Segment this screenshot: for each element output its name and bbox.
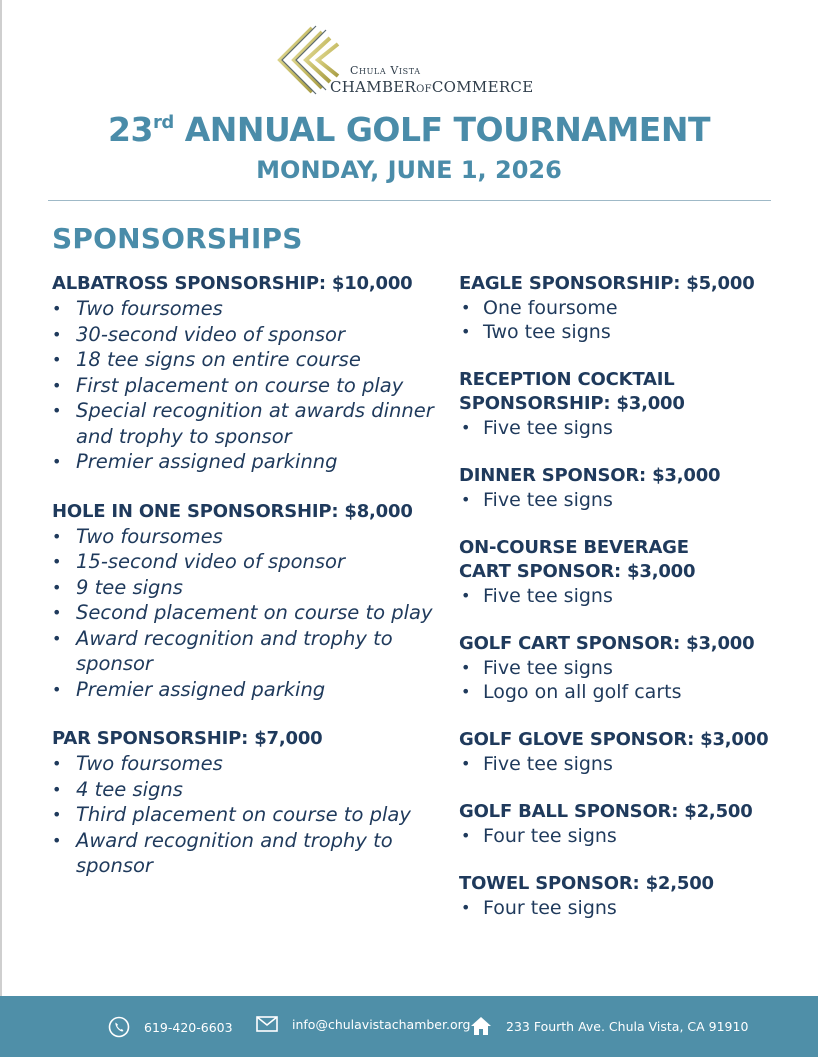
sponsor-name: ALBATROSS SPONSORSHIP: $10,000 xyxy=(52,273,413,294)
list-item: • Four tee signs xyxy=(459,896,789,920)
sponsor-column-right xyxy=(459,272,789,920)
list-item: • Premier assigned parking xyxy=(52,677,442,703)
sponsor-hole-in-one xyxy=(52,500,442,703)
benefit-list xyxy=(459,896,789,920)
sponsor-name: RECEPTION COCKTAIL xyxy=(459,369,675,390)
contact-footer xyxy=(0,996,818,1057)
sponsor-par xyxy=(52,727,442,879)
envelope-icon xyxy=(256,1016,278,1032)
sponsor-name: DINNER SPONSOR: $3,000 xyxy=(459,465,721,486)
sponsor-reception-cocktail xyxy=(459,368,789,440)
sponsor-name: HOLE IN ONE SPONSORSHIP: $8,000 xyxy=(52,500,413,522)
logo-city-text: Chula Vista xyxy=(350,64,421,77)
footer-phone-text: 619-420-6603 xyxy=(144,1019,233,1035)
event-date: MONDAY, JUNE 1, 2026 xyxy=(256,156,562,184)
sponsor-name: EAGLE SPONSORSHIP: $5,000 xyxy=(459,273,755,294)
list-item: • 4 tee signs xyxy=(52,777,442,803)
list-item: • Award recognition and trophy to sponsor xyxy=(52,828,442,879)
list-item: • Five tee signs xyxy=(459,488,789,512)
sponsor-name: TOWEL SPONSOR: $2,500 xyxy=(459,873,714,894)
list-item: • Five tee signs xyxy=(459,752,789,776)
sponsor-golf-cart xyxy=(459,632,789,704)
list-item: • Third placement on course to play xyxy=(52,802,442,828)
benefit-list xyxy=(459,824,789,848)
sponsor-name: GOLF CART SPONSOR: $3,000 xyxy=(459,633,755,654)
logo-chamber-text: CHAMBEROFCOMMERCE xyxy=(330,78,534,96)
sponsor-golf-ball xyxy=(459,800,789,848)
list-item: • Five tee signs xyxy=(459,656,789,680)
sponsor-name: GOLF GLOVE SPONSOR: $3,000 xyxy=(459,729,769,750)
list-item: • Award recognition and trophy to sponsor xyxy=(52,626,442,677)
benefit-list xyxy=(459,296,789,344)
benefit-list xyxy=(52,751,442,879)
house-icon xyxy=(470,1016,492,1036)
footer-address-text: 233 Fourth Ave. Chula Vista, CA 91910 xyxy=(506,1018,749,1034)
section-title: SPONSORSHIPS xyxy=(52,222,303,255)
sponsor-column-left xyxy=(52,272,442,879)
benefit-list xyxy=(459,416,789,440)
benefit-list xyxy=(459,488,789,512)
list-item: • Premier assigned parkinng xyxy=(52,449,442,475)
list-item: • Two foursomes xyxy=(52,751,442,777)
benefit-list xyxy=(459,584,789,608)
chamber-logo xyxy=(272,22,542,102)
page-title: 23rd ANNUAL GOLF TOURNAMENT xyxy=(108,110,710,149)
list-item: • 15-second video of sponsor xyxy=(52,549,442,575)
header-divider xyxy=(48,200,771,201)
list-item: • Five tee signs xyxy=(459,416,789,440)
sponsor-dinner xyxy=(459,464,789,512)
list-item: • Two tee signs xyxy=(459,320,789,344)
list-item: • 18 tee signs on entire course xyxy=(52,347,442,373)
sponsor-name: SPONSORSHIP: $3,000 xyxy=(459,393,685,414)
list-item: • Four tee signs xyxy=(459,824,789,848)
sponsor-name: CART SPONSOR: $3,000 xyxy=(459,561,696,582)
list-item: • One foursome xyxy=(459,296,789,320)
benefit-list xyxy=(52,296,442,475)
sponsor-towel xyxy=(459,872,789,920)
list-item: • Five tee signs xyxy=(459,584,789,608)
sponsor-eagle xyxy=(459,272,789,344)
sponsor-golf-glove xyxy=(459,728,789,776)
list-item: • 9 tee signs xyxy=(52,575,442,601)
list-item: • Special recognition at awards dinner and trophy to sponsor xyxy=(52,398,442,449)
footer-email-text[interactable]: info@chulavistachamber.org xyxy=(292,1016,471,1032)
phone-icon xyxy=(108,1016,130,1038)
footer-phone xyxy=(108,1016,233,1038)
footer-address xyxy=(470,1016,748,1036)
list-item: • Second placement on course to play xyxy=(52,600,442,626)
sponsor-albatross xyxy=(52,272,442,475)
footer-email xyxy=(256,1016,470,1032)
sponsor-beverage-cart xyxy=(459,536,789,608)
list-item: • 30-second video of sponsor xyxy=(52,322,442,348)
list-item: • Logo on all golf carts xyxy=(459,680,789,704)
list-item: • Two foursomes xyxy=(52,296,442,322)
benefit-list xyxy=(459,656,789,704)
sponsor-name: GOLF BALL SPONSOR: $2,500 xyxy=(459,801,753,822)
list-item: • Two foursomes xyxy=(52,524,442,550)
benefit-list xyxy=(52,524,442,703)
sponsor-name: PAR SPONSORSHIP: $7,000 xyxy=(52,728,323,749)
benefit-list xyxy=(459,752,789,776)
sponsor-name: ON-COURSE BEVERAGE xyxy=(459,537,689,558)
list-item: • First placement on course to play xyxy=(52,373,442,399)
